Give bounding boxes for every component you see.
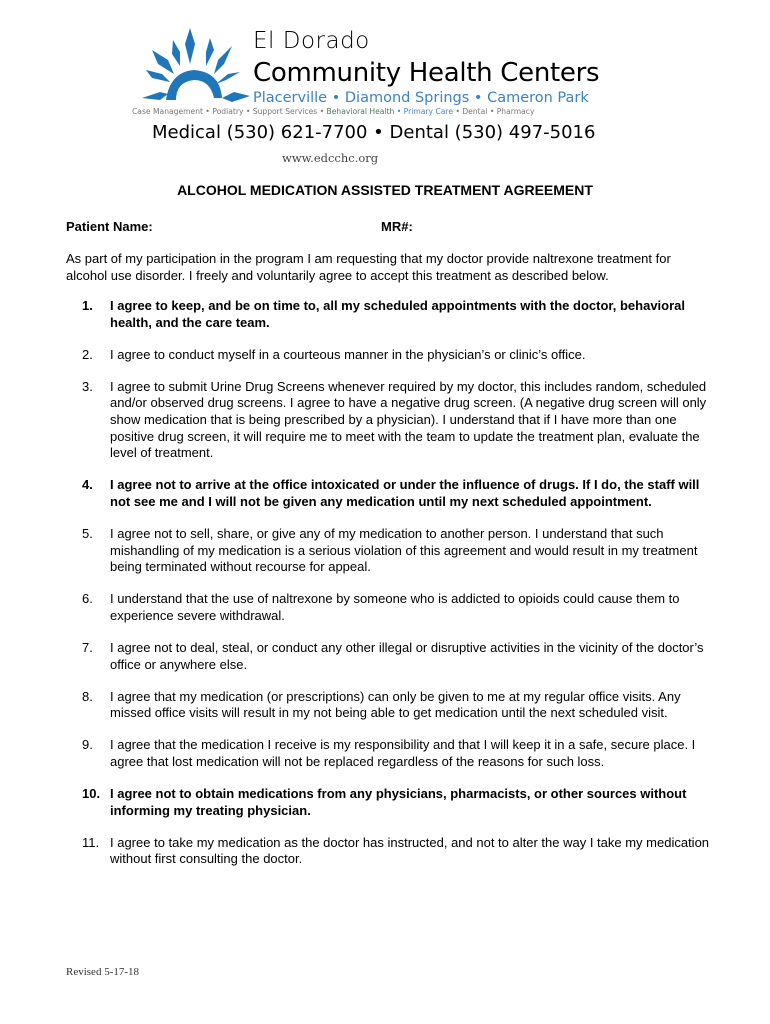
revision-footer: Revised 5-17-18	[66, 966, 140, 978]
item-text: I agree to take my medication as the doctor has instructed, and not to alter the way I take my medication without first consulting the doctor.	[110, 834, 710, 867]
logo-services	[132, 107, 534, 116]
item-text: I agree to conduct myself in a courteous manner in the physician’s or clinic’s office.	[110, 346, 586, 362]
mr-number-label: MR#:	[381, 219, 413, 234]
item-text: I agree not to sell, share, or give any of my medication to another person. I understand that such mishandling of my medication is a serious violation of this agreement and would result in my treatment being terminated without recourse for appeal.	[110, 525, 698, 575]
item-text: I agree not to obtain medications from any physicians, pharmacists, or other sources without informing my treating physician.	[110, 785, 687, 818]
item-number-text: 2.	[82, 346, 93, 362]
item-number-text: 11.	[82, 834, 100, 850]
agreement-list	[66, 298, 716, 883]
logo-locations: Placerville • Diamond Springs • Cameron Park	[253, 90, 589, 106]
item-text: I agree that my medication (or prescriptions) can only be given to me at my regular office visits. Any missed office visits will result in my not being able to get medication until the next scheduled visit.	[110, 688, 681, 721]
item-number	[66, 379, 110, 462]
item-number	[66, 689, 110, 722]
item-number	[66, 737, 110, 770]
agreement-item	[66, 526, 716, 576]
item-number	[66, 526, 110, 576]
item-text: I agree not to deal, steal, or conduct any other illegal or disruptive activities in the vicinity of the doctor’s office or anywhere else.	[110, 639, 704, 672]
document-title: ALCOHOL MEDICATION ASSISTED TREATMENT AGREEMENT	[177, 182, 593, 198]
agreement-item	[66, 591, 716, 624]
logo-phones: Medical (530) 621-7700 • Dental (530) 497-5016	[152, 122, 596, 143]
services-text: • Primary Care	[394, 107, 454, 116]
item-number	[66, 591, 110, 624]
item-number-text: 1.	[82, 298, 93, 313]
item-number	[66, 640, 110, 673]
intro-paragraph: As part of my participation in the program I am requesting that my doctor provide naltrexone treatment for alcohol use disorder. I freely and voluntarily agree to accept this treatment as described below.	[66, 251, 671, 283]
item-number	[66, 298, 110, 331]
agreement-item	[66, 379, 716, 462]
item-text: I agree to keep, and be on time to, all my scheduled appointments with the doctor, behavioral health, and the care team.	[110, 298, 685, 330]
item-number-text: 5.	[82, 525, 93, 541]
services-text: Case Management • Podiatry • Support Services •	[132, 107, 327, 116]
item-number-text: 3.	[82, 378, 93, 394]
item-number-text: 7.	[82, 639, 93, 655]
logo-name-line2: Community Health Centers	[253, 58, 600, 88]
agreement-item	[66, 786, 716, 819]
item-number-text: 4.	[82, 477, 93, 493]
item-number	[66, 347, 110, 364]
item-number-text: 8.	[82, 688, 93, 704]
logo-name-line1: El Dorado	[253, 28, 370, 54]
item-text: I understand that the use of naltrexone by someone who is addicted to opioids could cause them to experience severe withdrawal.	[110, 591, 680, 623]
item-number-text: 9.	[82, 737, 93, 753]
item-text: I agree that the medication I receive is my responsibility and that I will keep it in a safe, secure place. I agree that lost medication will not be replaced regardless of the reasons for such loss.	[110, 737, 696, 769]
sun-logo-icon	[140, 26, 252, 106]
services-text: • Dental • Pharmacy	[453, 107, 535, 116]
agreement-item	[66, 640, 716, 673]
logo-website: www.edcchc.org	[282, 151, 379, 165]
item-number-text: 10.	[82, 785, 101, 801]
services-text: Behavioral Health	[326, 107, 395, 116]
clinic-logo	[130, 22, 600, 172]
item-number	[66, 477, 110, 510]
item-number-text: 6.	[82, 591, 93, 607]
item-text: I agree to submit Urine Drug Screens whenever required by my doctor, this includes random, scheduled and/or observed drug screens. I agree to have a negative drug screen. (A negative drug screen will only show medication that is being prescribed by a physician). I understand that if I have more than one positive drug screen, it will require me to meet with the team to update the treatment plan, evaluate the level of treatment.	[110, 378, 707, 461]
agreement-item	[66, 347, 716, 364]
item-number	[66, 835, 110, 868]
agreement-item	[66, 689, 716, 722]
patient-name-label: Patient Name:	[66, 219, 153, 234]
agreement-item	[66, 737, 716, 770]
item-text: I agree not to arrive at the office intoxicated or under the influence of drugs. If I do, the staff will not see me and I will not be given any medication until my next scheduled appointment.	[110, 477, 700, 509]
item-number	[66, 786, 110, 819]
agreement-item	[66, 298, 716, 331]
agreement-item	[66, 477, 716, 510]
agreement-item	[66, 835, 716, 868]
